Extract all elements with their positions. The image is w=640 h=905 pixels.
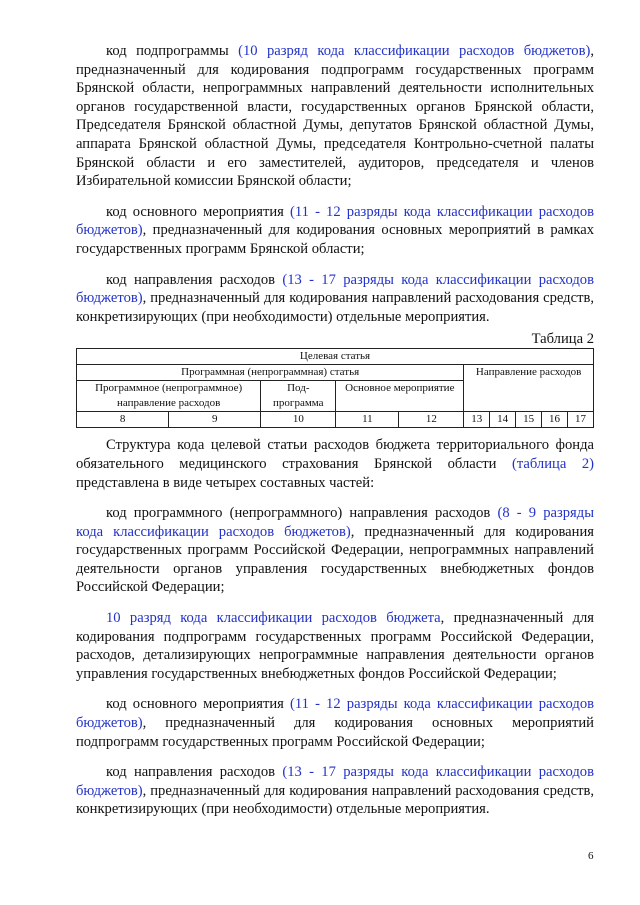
table-digit-cell: 9	[169, 412, 261, 428]
table-digit-cell: 8	[77, 412, 169, 428]
table-digit-cell: 10	[261, 412, 336, 428]
table-header-direction: Направление расходов	[464, 365, 594, 412]
table-caption: Таблица 2	[531, 331, 594, 348]
paragraph-expense-direction-code: код направления расходов (13 - 17 разряды кода классификации расходов бюджетов), предназначенный для кодирования направлений расходования средств, конкретизирующих (при необходимости) отдельные мероприятия.	[76, 271, 594, 325]
table-header-main: Целевая статья	[77, 349, 594, 365]
table-col-measure: Основное мероприятие	[336, 381, 464, 412]
classification-link[interactable]: (11 - 12 разряды кода классификации расходов бюджетов)	[76, 203, 595, 239]
classification-link[interactable]: (11 - 12 разряды кода классификации расходов бюджетов)	[76, 696, 595, 732]
classification-link[interactable]: (13 - 17 разряды кода классификации расходов бюджетов)	[76, 271, 594, 307]
classification-link[interactable]: (10 разряд кода классификации расходов бюджетов)	[238, 43, 591, 59]
target-article-table	[76, 348, 594, 428]
paragraph-expense-direction-code-rf: код направления расходов (13 - 17 разряды кода классификации расходов бюджетов), предназначенный для кодирования направлений расходования средств, конкретизирующих (при необходимости) отдельные мероприятия.	[76, 764, 594, 818]
paragraph-tenth-digit: 10 разряд кода классификации расходов бюджета, предназначенный для кодирования подпрограмм государственных программ Российской Федерации, расходов, детализирующих непрограммные направления деятельности органов управления государственных внебюджетных фондов Российской Федерации;	[76, 610, 594, 682]
table-digit-cell: 13	[464, 412, 490, 428]
page-number: 6	[588, 850, 594, 862]
table-digit-cell: 16	[542, 412, 568, 428]
classification-link[interactable]: (13 - 17 разряды кода классификации расходов бюджетов)	[76, 764, 594, 799]
table-header-program: Программная (непрограммная) статья	[77, 365, 464, 381]
paragraph-main-measure-code-rf: код основного мероприятия (11 - 12 разряды кода классификации расходов бюджетов), предназначенный для кодирования основных мероприятий подпрограмм государственных программ Российской Федерации;	[76, 696, 595, 750]
paragraph-structure-intro: Структура кода целевой статьи расходов бюджета территориального фонда обязательного медицинского страхования Брянской области (таблица 2) представлена в виде четырех составных частей:	[76, 437, 595, 491]
table-digit-cell: 15	[516, 412, 542, 428]
table-digit-cell: 12	[399, 412, 464, 428]
document-page	[76, 42, 594, 819]
paragraph-main-measure-code: код основного мероприятия (11 - 12 разряды кода классификации расходов бюджетов), предназначенный для кодирования основных мероприятий в рамках государственных программ Брянской области;	[76, 203, 595, 257]
classification-link[interactable]: (8 - 9 разряды кода классификации расходов бюджетов)	[76, 505, 594, 540]
table-digit-cell: 14	[490, 412, 516, 428]
table-reference-link[interactable]: (таблица 2)	[511, 455, 595, 472]
table-digit-cell: 11	[336, 412, 399, 428]
paragraph-subprogram-code: код подпрограммы (10 разряд кода классификации расходов бюджетов), предназначенный для кодирования подпрограмм государственных программ Брянской области, непрограммных направлений деятельности исполнительных органов государственной власти, государственных органов Брянской области, Председателя Брянской областной Думы, депутатов Брянской областной Думы, аппарата Брянской областной Думы, председателя Контрольно-счетной палаты Брянской области и его заместителей, аудиторов, председателя и членов Избирательной комиссии Брянской области;	[76, 43, 595, 190]
table-col-subprogram: Под-программа	[261, 381, 336, 412]
table-digit-cell: 17	[567, 412, 593, 428]
paragraph-program-direction-code: код программного (непрограммного) направления расходов (8 - 9 разряды кода классификации расходов бюджетов), предназначенный для кодирования государственных программ Российской Федерации, непрограммных направлений деятельности органов управления государственных внебюджетных фондов Российской Федерации;	[76, 505, 594, 596]
table-col-program: Программное (непрограммное) направление расходов	[77, 381, 261, 412]
classification-link[interactable]: 10 разряд кода классификации расходов бюджета	[106, 610, 441, 627]
